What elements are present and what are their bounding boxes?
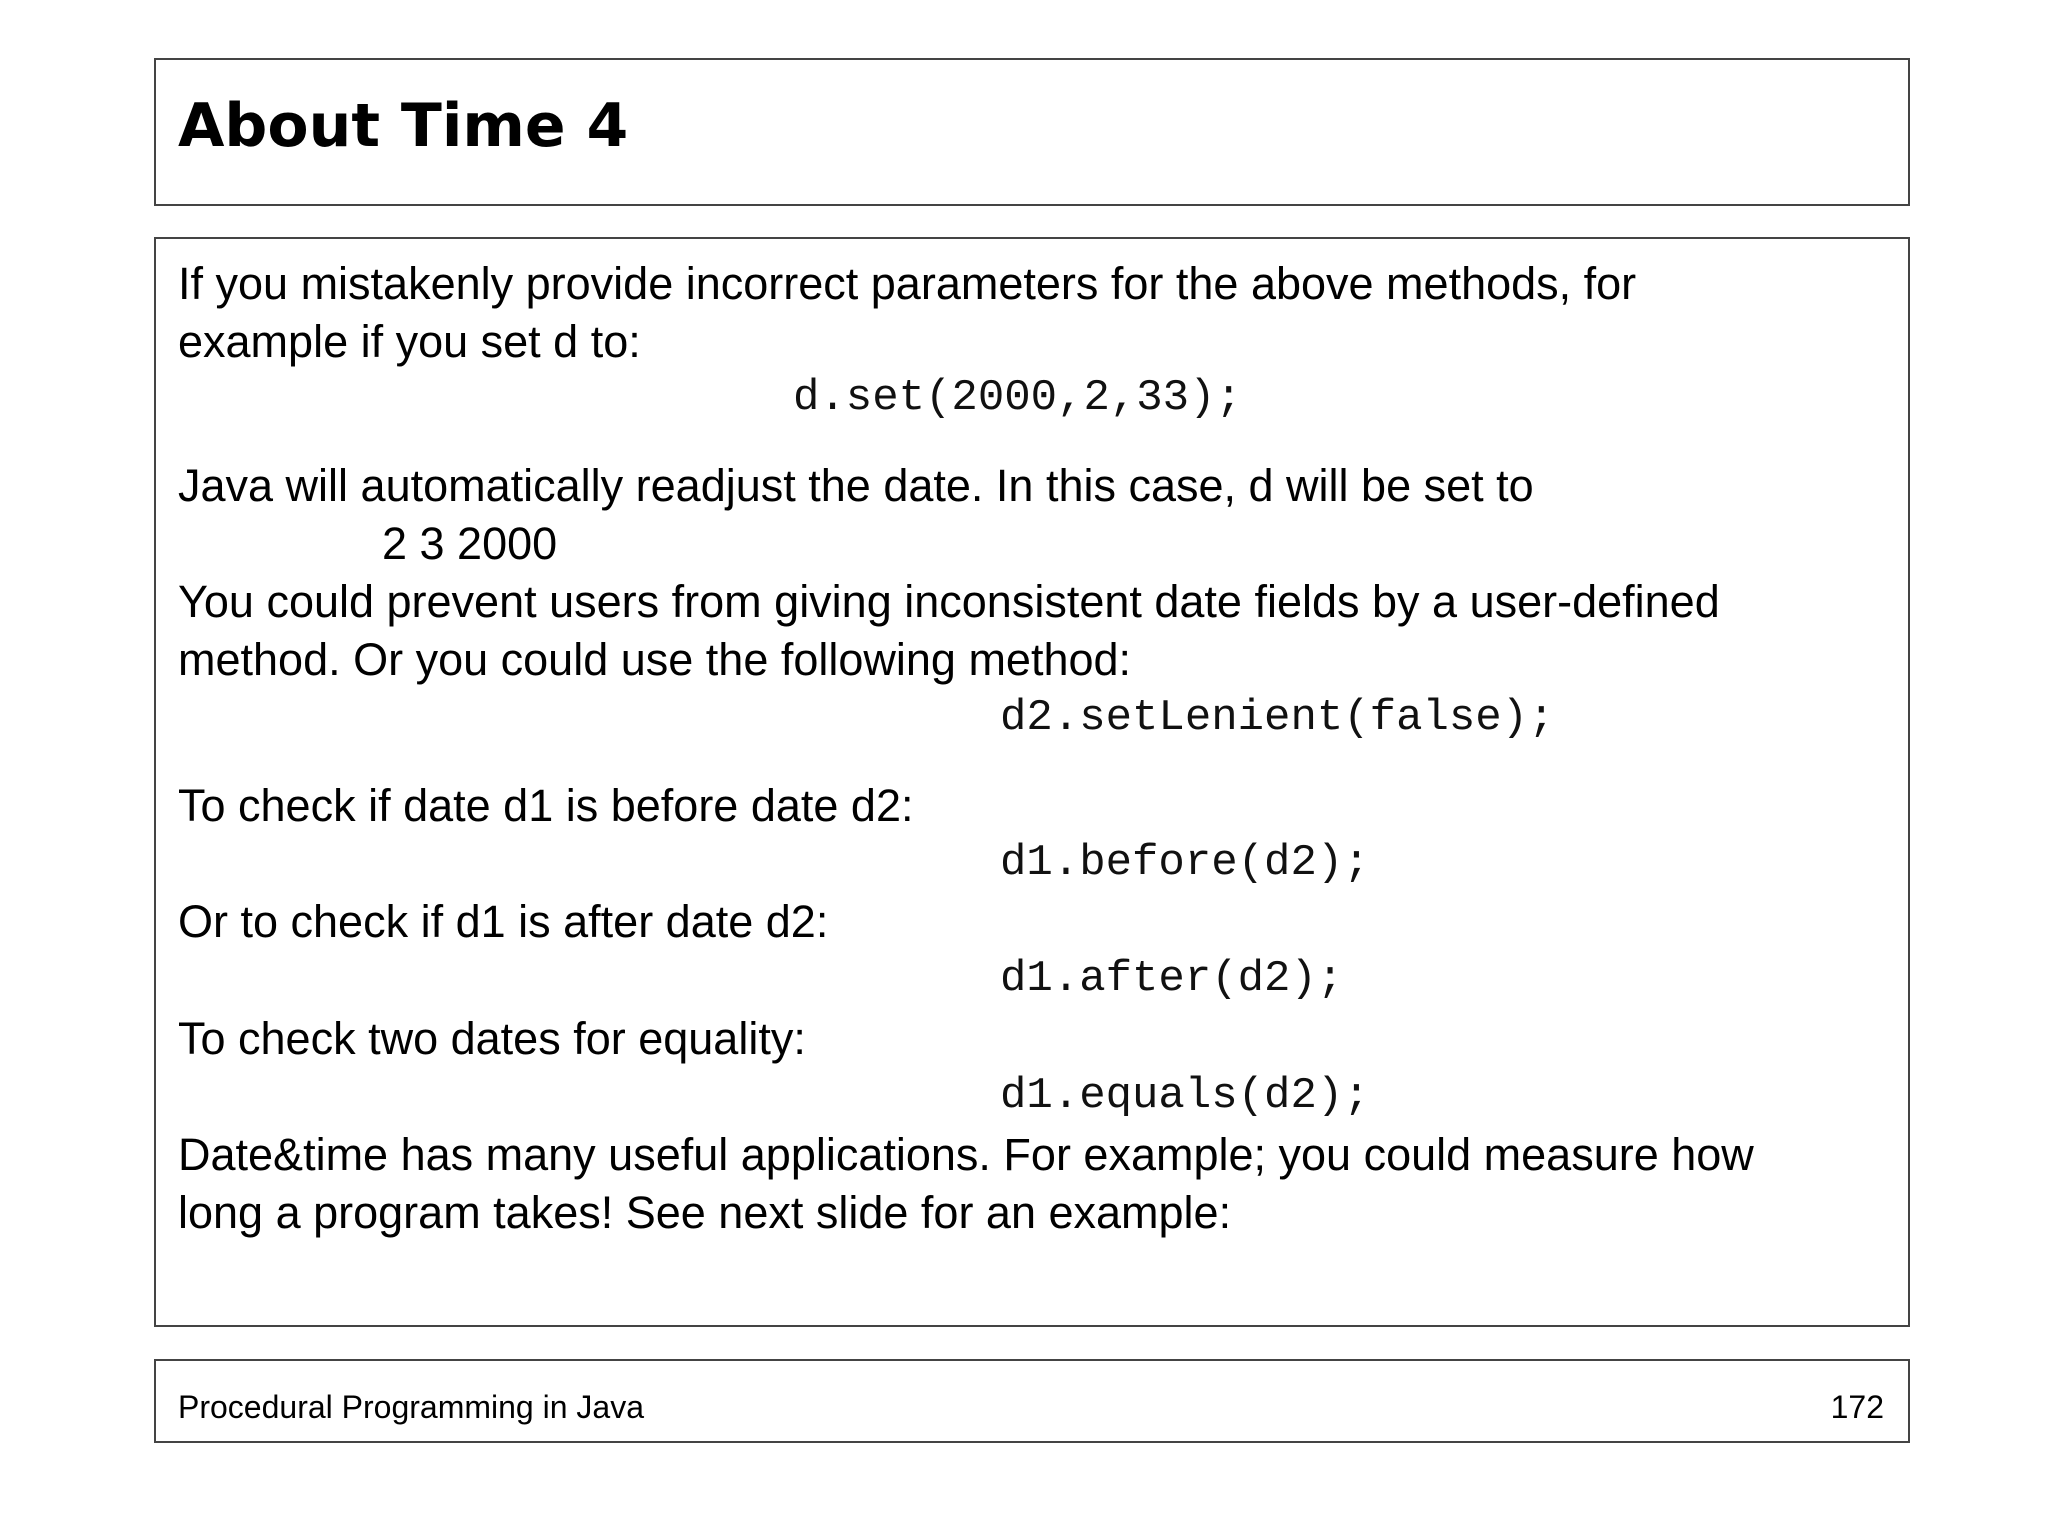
- slide-title: About Time 4: [178, 91, 629, 161]
- code-snippet-equals: d1.equals(d2);: [1000, 1071, 1370, 1121]
- text-line: To check if date d1 is before date d2:: [178, 780, 914, 831]
- text-line: Or to check if d1 is after date d2:: [178, 896, 829, 947]
- text-line: example if you set d to:: [178, 316, 641, 367]
- code-snippet-after: d1.after(d2);: [1000, 954, 1344, 1004]
- code-snippet-before: d1.before(d2);: [1000, 838, 1370, 888]
- text-line: If you mistakenly provide incorrect parameters for the above methods, for: [178, 258, 1637, 309]
- code-snippet-set-lenient: d2.setLenient(false);: [1000, 693, 1555, 743]
- text-line: You could prevent users from giving inconsistent date fields by a user-defined: [178, 576, 1720, 627]
- code-snippet-set: d.set(2000,2,33);: [793, 373, 1242, 423]
- text-line: To check two dates for equality:: [178, 1013, 806, 1064]
- footer-course-title: Procedural Programming in Java: [178, 1389, 644, 1425]
- text-line: Java will automatically readjust the date. In this case, d will be set to: [178, 460, 1534, 511]
- text-line: method. Or you could use the following method:: [178, 634, 1132, 685]
- title-box: [154, 58, 1910, 206]
- text-line-date-result: 2 3 2000: [382, 518, 558, 569]
- content-box: [154, 237, 1910, 1327]
- footer-page-number: 172: [1830, 1389, 1884, 1425]
- text-line: long a program takes! See next slide for an example:: [178, 1187, 1232, 1238]
- text-line: Date&time has many useful applications. For example; you could measure how: [178, 1129, 1754, 1180]
- footer-box: [154, 1359, 1910, 1443]
